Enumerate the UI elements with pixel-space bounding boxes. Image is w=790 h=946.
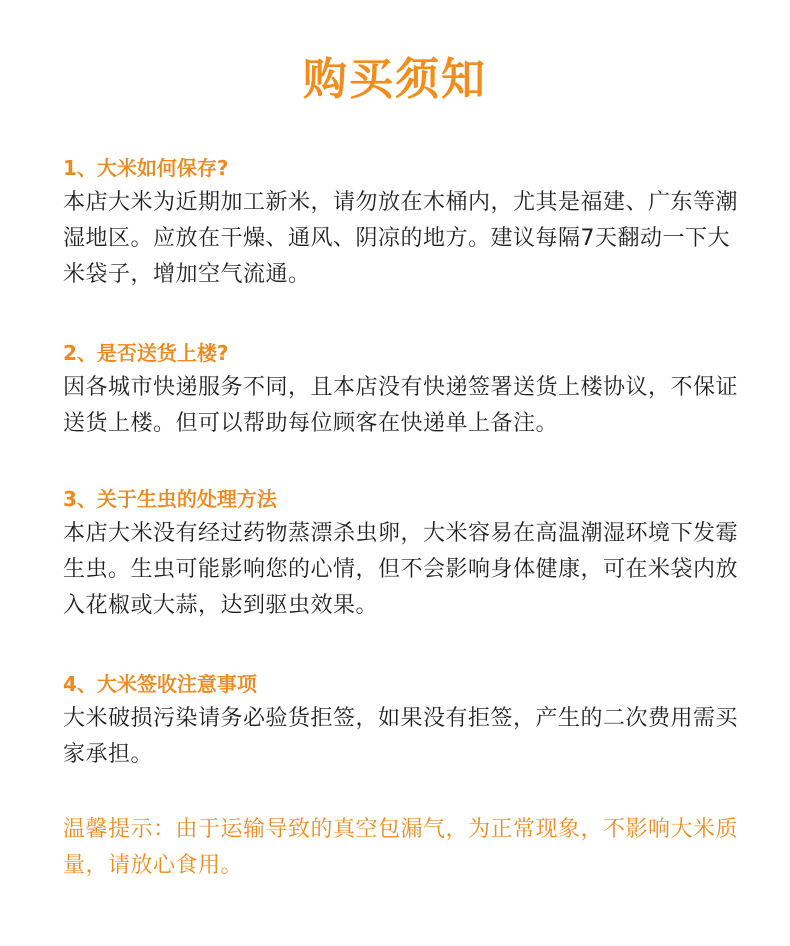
section-heading: 2、是否送货上楼?: [63, 341, 229, 365]
notice-section-signing: [63, 669, 743, 773]
section-body: 大米破损污染请务必验货拒签，如果没有拒签，产生的二次费用需买家承担。: [63, 706, 739, 767]
section-heading: 4、大米签收注意事项: [63, 672, 257, 696]
section-body: 本店大米为近期加工新米，请勿放在木桶内，尤其是福建、广东等潮湿地区。应放在干燥、通风、阴凉的地方。建议每隔7天翻动一下大米袋子，增加空气流通。: [63, 190, 739, 287]
notice-section-storage: [63, 153, 743, 293]
section-heading: 3、关于生虫的处理方法: [63, 487, 277, 511]
notice-section-insects: [63, 484, 743, 624]
notice-section-delivery: [63, 338, 743, 442]
section-body: 本店大米没有经过药物蒸漂杀虫卵，大米容易在高温潮湿环境下发霉生虫。生虫可能影响您的心情，但不会影响身体健康，可在米袋内放入花椒或大蒜，达到驱虫效果。: [63, 521, 739, 618]
page-title: 购买须知: [303, 54, 487, 105]
section-body: 因各城市快递服务不同，且本店没有快递签署送货上楼协议，不保证送货上楼。但可以帮助每位顾客在快递单上备注。: [63, 375, 739, 436]
section-heading: 1、大米如何保存?: [63, 156, 229, 180]
warm-tip: 温馨提示：由于运输导致的真空包漏气，为正常现象，不影响大米质量，请放心食用。: [63, 817, 739, 878]
